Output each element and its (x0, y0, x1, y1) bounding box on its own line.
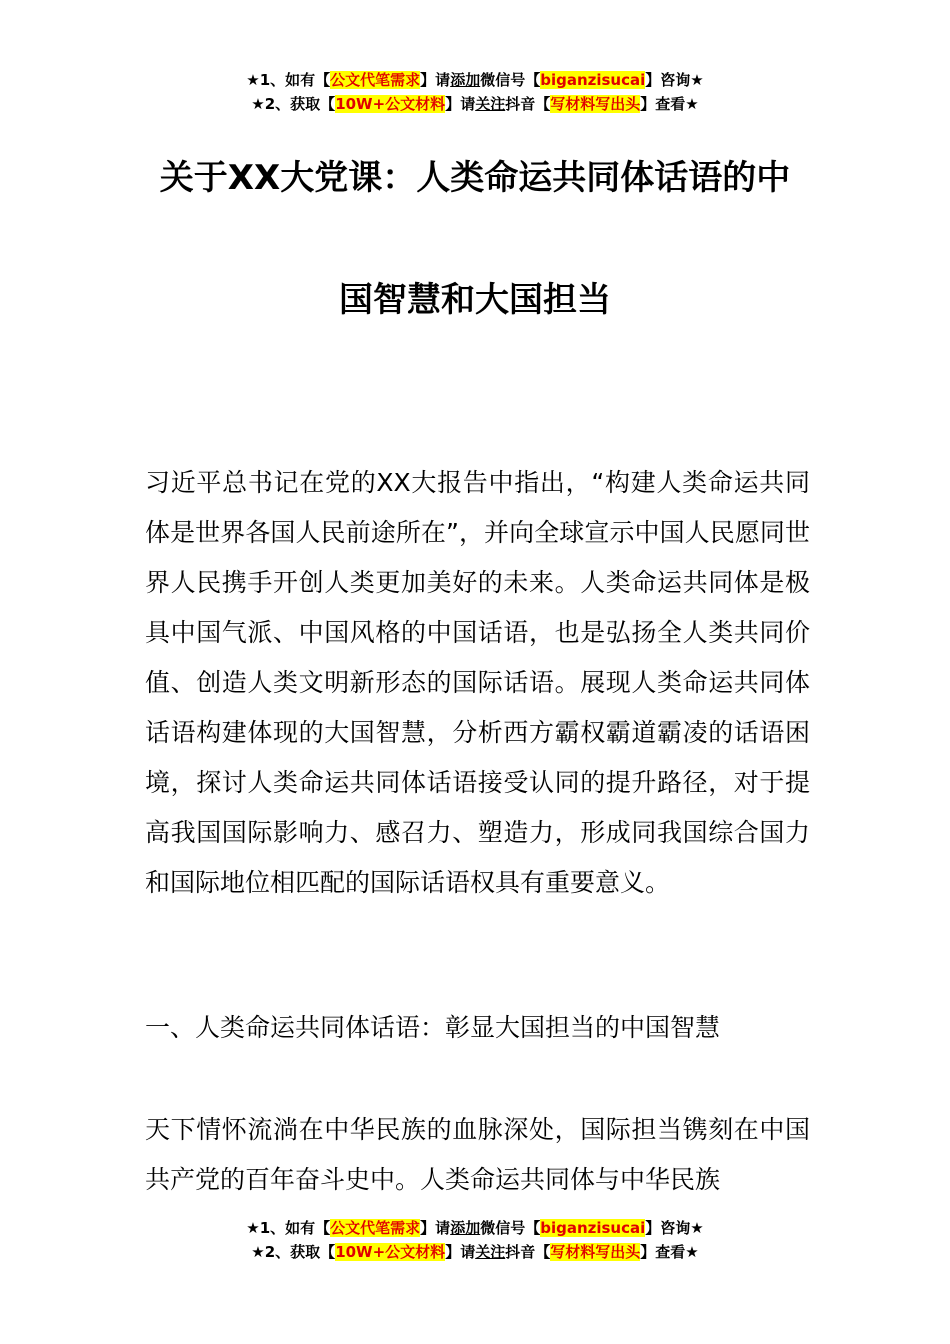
banner-line-1 (0, 68, 950, 92)
banner-text: 】咨询★ (645, 71, 704, 89)
banner-underline: 关注 (475, 1243, 506, 1261)
banner-text: 】查看★ (640, 1243, 699, 1261)
banner-highlight: 写材料写出头 (550, 95, 641, 113)
banner-line-2 (0, 1240, 950, 1264)
banner-line-1 (0, 1216, 950, 1240)
banner-text: 】请 (420, 71, 451, 89)
banner-text: 】请 (445, 1243, 476, 1261)
banner-text: ★2、获取【 (251, 95, 336, 113)
banner-text: ★1、如有【 (246, 1219, 331, 1237)
banner-line-2 (0, 92, 950, 116)
paragraph-1-container (145, 458, 810, 908)
banner-text: 】查看★ (640, 95, 699, 113)
banner-text: ★2、获取【 (251, 1243, 336, 1261)
paragraph-2: 天下情怀流淌在中华民族的血脉深处，国际担当镌刻在中国共产党的百年奋斗史中。人类命运共同体与中华民族 (145, 1115, 810, 1194)
paragraph-1: 习近平总书记在党的XX大报告中指出，“构建人类命运共同体是世界各国人民前途所在”，并向全球宣示中国人民愿同世界人民携手开创人类更加美好的未来。人类命运共同体是极具中国气派、中国风格的中国话语，也是弘扬全人类共同价值、创造人类文明新形态的国际话语。展现人类命运共同体话语构建体现的大国智慧，分析西方霸权霸道霸凌的话语困境，探讨人类命运共同体话语接受认同的提升路径，对于提高我国国际影响力、感召力、塑造力，形成同我国综合国力和国际地位相匹配的国际话语权具有重要意义。 (145, 468, 810, 897)
page-title-line-1: 关于XX大党课：人类命运共同体话语的中 (159, 158, 791, 198)
paragraph-2-container (145, 1105, 810, 1205)
banner-text: 抖音【 (505, 1243, 551, 1261)
banner-text: ★1、如有【 (246, 71, 331, 89)
page-title-line-2: 国智慧和大国担当 (339, 280, 611, 320)
banner-highlight: 写材料写出头 (550, 1243, 641, 1261)
banner-highlight: biganzisucai (540, 71, 646, 89)
banner-text: 微信号【 (480, 71, 541, 89)
banner-text: 】咨询★ (645, 1219, 704, 1237)
banner-text: 抖音【 (505, 95, 551, 113)
section-1-heading: 一、人类命运共同体话语：彰显大国担当的中国智慧 (145, 1013, 721, 1042)
banner-underline: 添加 (450, 1219, 481, 1237)
footer-banner (0, 1216, 950, 1264)
banner-highlight: 10W+公文材料 (335, 95, 446, 113)
banner-text: 】请 (445, 95, 476, 113)
banner-highlight: 10W+公文材料 (335, 1243, 446, 1261)
banner-text: 微信号【 (480, 1219, 541, 1237)
banner-text: 】请 (420, 1219, 451, 1237)
banner-highlight: 公文代笔需求 (330, 1219, 421, 1237)
banner-underline: 关注 (475, 95, 506, 113)
banner-highlight: 公文代笔需求 (330, 71, 421, 89)
header-banner (0, 68, 950, 116)
banner-underline: 添加 (450, 71, 481, 89)
banner-highlight: biganzisucai (540, 1219, 646, 1237)
